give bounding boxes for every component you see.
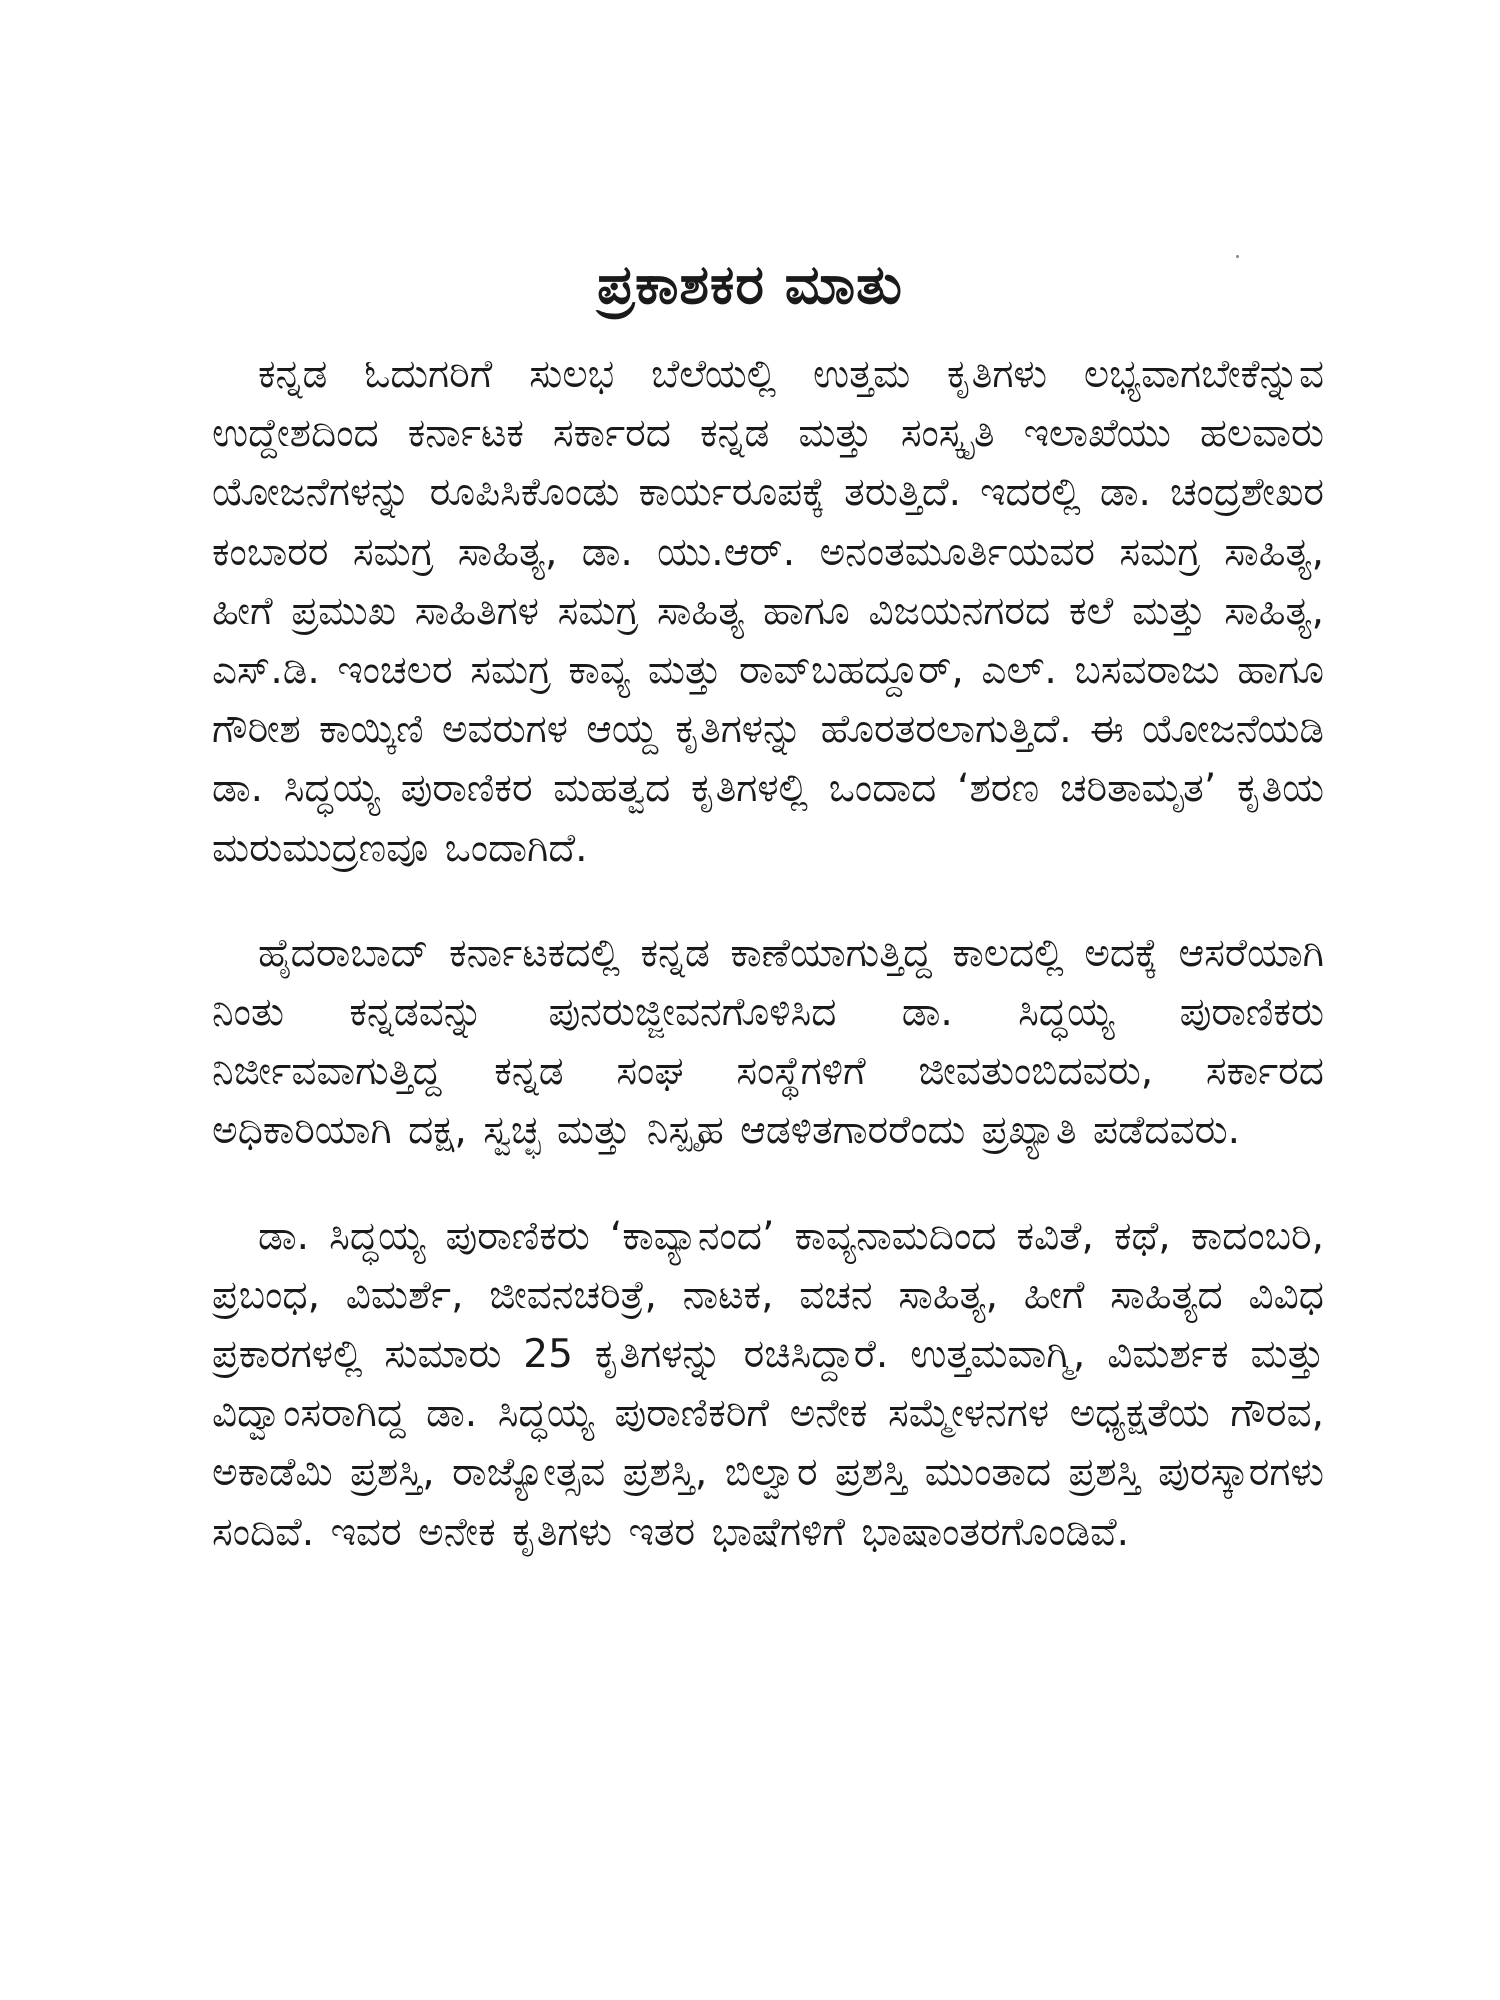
page-title: ಪ್ರಕಾಶಕರ ಮಾತು bbox=[597, 253, 903, 317]
body-text bbox=[212, 345, 1324, 1608]
scan-speck bbox=[1236, 255, 1239, 258]
paragraph-1: ಕನ್ನಡ ಓದುಗರಿಗೆ ಸುಲಭ ಬೆಲೆಯಲ್ಲಿ ಉತ್ತಮ ಕೃತಿಗಳು ಲಭ್ಯವಾಗಬೇಕೆನ್ನುವ ಉದ್ದೇಶದಿಂದ ಕರ್ನಾಟಕ ಸರ್ಕಾರದ ಕನ್ನಡ ಮತ್ತು ಸಂಸ್ಕೃತಿ ಇಲಾಖೆಯು ಹಲವಾರು ಯೋಜನೆಗಳನ್ನು ರೂಪಿಸಿಕೊಂಡು ಕಾರ್ಯರೂಪಕ್ಕೆ ತರುತ್ತಿದೆ. ಇದರಲ್ಲಿ ಡಾ. ಚಂದ್ರಶೇಖರ ಕಂಬಾರರ ಸಮಗ್ರ ಸಾಹಿತ್ಯ, ಡಾ. ಯು.ಆರ್. ಅನಂತಮೂರ್ತಿಯವರ ಸಮಗ್ರ ಸಾಹಿತ್ಯ, ಹೀಗೆ ಪ್ರಮುಖ ಸಾಹಿತಿಗಳ ಸಮಗ್ರ ಸಾಹಿತ್ಯ ಹಾಗೂ ವಿಜಯನಗರದ ಕಲೆ ಮತ್ತು ಸಾಹಿತ್ಯ, ಎಸ್.ಡಿ. ಇಂಚಲರ ಸಮಗ್ರ ಕಾವ್ಯ ಮತ್ತು ರಾವ್‌ಬಹದ್ದೂರ್, ಎಲ್. ಬಸವರಾಜು ಹಾಗೂ ಗೌರೀಶ ಕಾಯ್ಕಿಣಿ ಅವರುಗಳ ಆಯ್ದ ಕೃತಿಗಳನ್ನು ಹೊರತರಲಾಗುತ್ತಿದೆ. ಈ ಯೋಜನೆಯಡಿ ಡಾ. ಸಿದ್ಧಯ್ಯ ಪುರಾಣಿಕರ ಮಹತ್ವದ ಕೃತಿಗಳಲ್ಲಿ ಒಂದಾದ ‘ಶರಣ ಚರಿತಾಮೃತ’ ಕೃತಿಯ ಮರುಮುದ್ರಣವೂ ಒಂದಾಗಿದೆ. bbox=[212, 352, 1324, 871]
paragraph-2: ಹೈದರಾಬಾದ್ ಕರ್ನಾಟಕದಲ್ಲಿ ಕನ್ನಡ ಕಾಣೆಯಾಗುತ್ತಿದ್ದ ಕಾಲದಲ್ಲಿ ಅದಕ್ಕೆ ಆಸರೆಯಾಗಿ ನಿಂತು ಕನ್ನಡವನ್ನು ಪುನರುಜ್ಜೀವನಗೊಳಿಸಿದ ಡಾ. ಸಿದ್ಧಯ್ಯ ಪುರಾಣಿಕರು ನಿರ್ಜೀವವಾಗುತ್ತಿದ್ದ ಕನ್ನಡ ಸಂಘ ಸಂಸ್ಥೆಗಳಿಗೆ ಜೀವತುಂಬಿದವರು, ಸರ್ಕಾರದ ಅಧಿಕಾರಿಯಾಗಿ ದಕ್ಷ, ಸ್ವಚ್ಛ ಮತ್ತು ನಿಸ್ಪೃಹ ಆಡಳಿತಗಾರರೆಂದು ಪ್ರಖ್ಯಾತಿ ಪಡೆದವರು. bbox=[212, 930, 1324, 1154]
paragraph-3: ಡಾ. ಸಿದ್ಧಯ್ಯ ಪುರಾಣಿಕರು ‘ಕಾವ್ಯಾನಂದ’ ಕಾವ್ಯನಾಮದಿಂದ ಕವಿತೆ, ಕಥೆ, ಕಾದಂಬರಿ, ಪ್ರಬಂಧ, ವಿಮರ್ಶೆ, ಜೀವನಚರಿತ್ರೆ, ನಾಟಕ, ವಚನ ಸಾಹಿತ್ಯ, ಹೀಗೆ ಸಾಹಿತ್ಯದ ವಿವಿಧ ಪ್ರಕಾರಗಳಲ್ಲಿ ಸುಮಾರು 25 ಕೃತಿಗಳನ್ನು ರಚಿಸಿದ್ದಾರೆ. ಉತ್ತಮವಾಗ್ಮಿ, ವಿಮರ್ಶಕ ಮತ್ತು ವಿದ್ವಾಂಸರಾಗಿದ್ದ ಡಾ. ಸಿದ್ಧಯ್ಯ ಪುರಾಣಿಕರಿಗೆ ಅನೇಕ ಸಮ್ಮೇಳನಗಳ ಅಧ್ಯಕ್ಷತೆಯ ಗೌರವ, ಅಕಾಡೆಮಿ ಪ್ರಶಸ್ತಿ, ರಾಜ್ಯೋತ್ಸವ ಪ್ರಶಸ್ತಿ, ಬಿಲ್ವಾರ ಪ್ರಶಸ್ತಿ ಮುಂತಾದ ಪ್ರಶಸ್ತಿ ಪುರಸ್ಕಾರಗಳು ಸಂದಿವೆ. ಇವರ ಅನೇಕ ಕೃತಿಗಳು ಇತರ ಭಾಷೆಗಳಿಗೆ ಭಾಷಾಂತರಗೊಂಡಿವೆ. bbox=[212, 1213, 1324, 1555]
